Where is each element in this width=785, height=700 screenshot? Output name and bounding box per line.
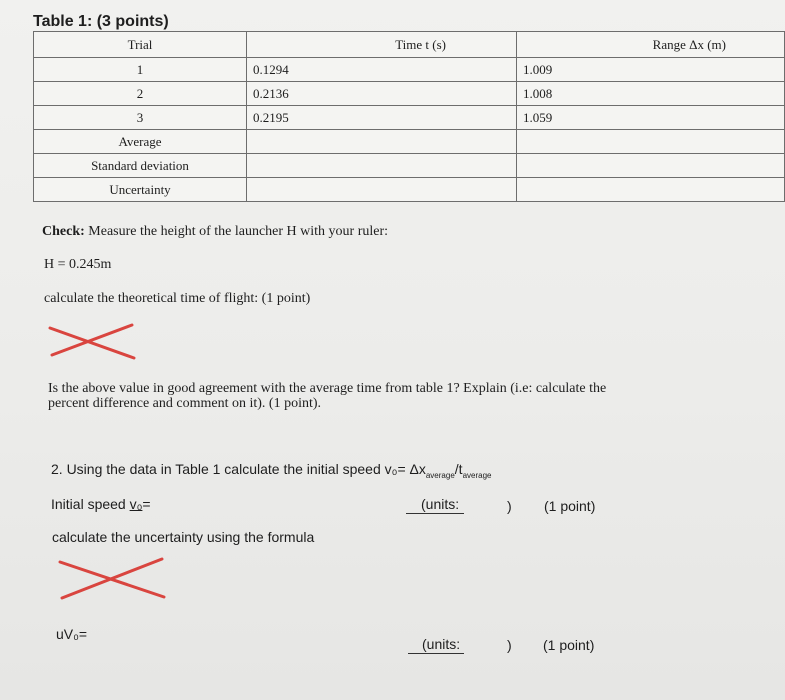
- time-cell: 0.2136: [247, 82, 517, 106]
- uncertainty-label: Uncertainty: [34, 178, 247, 202]
- header-trial: Trial: [34, 32, 247, 58]
- table-row: [34, 58, 785, 82]
- check-label: Check:: [42, 224, 85, 239]
- stddev-range-cell[interactable]: [517, 154, 785, 178]
- table-row-stddev: [34, 154, 785, 178]
- check-line: [42, 224, 388, 240]
- subscript-average-2: average: [462, 470, 492, 480]
- table-row: [34, 82, 785, 106]
- stddev-label: Standard deviation: [34, 154, 247, 178]
- data-table: [33, 31, 785, 202]
- cross-mark-icon: [56, 556, 168, 602]
- time-cell: 0.2195: [247, 106, 517, 130]
- check-text: Measure the height of the launcher H with your ruler:: [88, 224, 389, 239]
- header-range: Range Δx (m): [517, 32, 785, 58]
- cross-mark-icon: [46, 322, 138, 362]
- uncertainty-prompt: calculate the uncertainty using the formula: [52, 529, 315, 545]
- initial-speed-variable: v₀: [129, 496, 143, 512]
- table-row-uncertainty: [34, 178, 785, 202]
- stddev-time-cell[interactable]: [247, 154, 517, 178]
- header-time: Time t (s): [247, 32, 517, 58]
- units-label-2: (units:: [422, 636, 461, 652]
- uncertainty-v0-label: uV₀=: [56, 626, 88, 642]
- initial-speed-equals: =: [142, 496, 151, 512]
- trial-cell: 2: [34, 82, 247, 106]
- initial-speed-label: Initial speed: [51, 496, 126, 512]
- agreement-question-line1: Is the above value in good agreement with the average time from table 1? Explain (i.e: calculate the: [48, 381, 607, 396]
- table-header-row: [34, 32, 785, 58]
- units-label: (units:: [421, 496, 460, 512]
- agreement-question-line2: percent difference and comment on it). (1 point).: [48, 396, 322, 411]
- average-range-cell[interactable]: [517, 130, 785, 154]
- average-time-cell[interactable]: [247, 130, 517, 154]
- units-close-2: ): [507, 637, 512, 653]
- uncertainty-range-cell[interactable]: [517, 178, 785, 202]
- uncertainty-time-cell[interactable]: [247, 178, 517, 202]
- units-close: ): [507, 498, 512, 514]
- points-label-2: (1 point): [543, 637, 595, 653]
- initial-speed-line: [51, 496, 151, 512]
- table-row: [34, 106, 785, 130]
- table-title: Table 1: (3 points): [33, 13, 169, 30]
- time-cell: 0.1294: [247, 58, 517, 82]
- question-2-slash: /t: [454, 461, 463, 477]
- points-label: (1 point): [544, 498, 596, 514]
- range-cell: 1.008: [517, 82, 785, 106]
- subscript-average-1: average: [425, 470, 455, 480]
- theoretical-time-prompt: calculate the theoretical time of flight: (1 point): [44, 291, 311, 306]
- trial-cell: 3: [34, 106, 247, 130]
- question-2-intro: [51, 461, 491, 480]
- height-value: H = 0.245m: [44, 257, 112, 272]
- question-2-text: 2. Using the data in Table 1 calculate the initial speed v₀= Δx: [51, 461, 426, 477]
- range-cell: 1.009: [517, 58, 785, 82]
- trial-cell: 1: [34, 58, 247, 82]
- range-cell: 1.059: [517, 106, 785, 130]
- table-row-average: [34, 130, 785, 154]
- average-label: Average: [34, 130, 247, 154]
